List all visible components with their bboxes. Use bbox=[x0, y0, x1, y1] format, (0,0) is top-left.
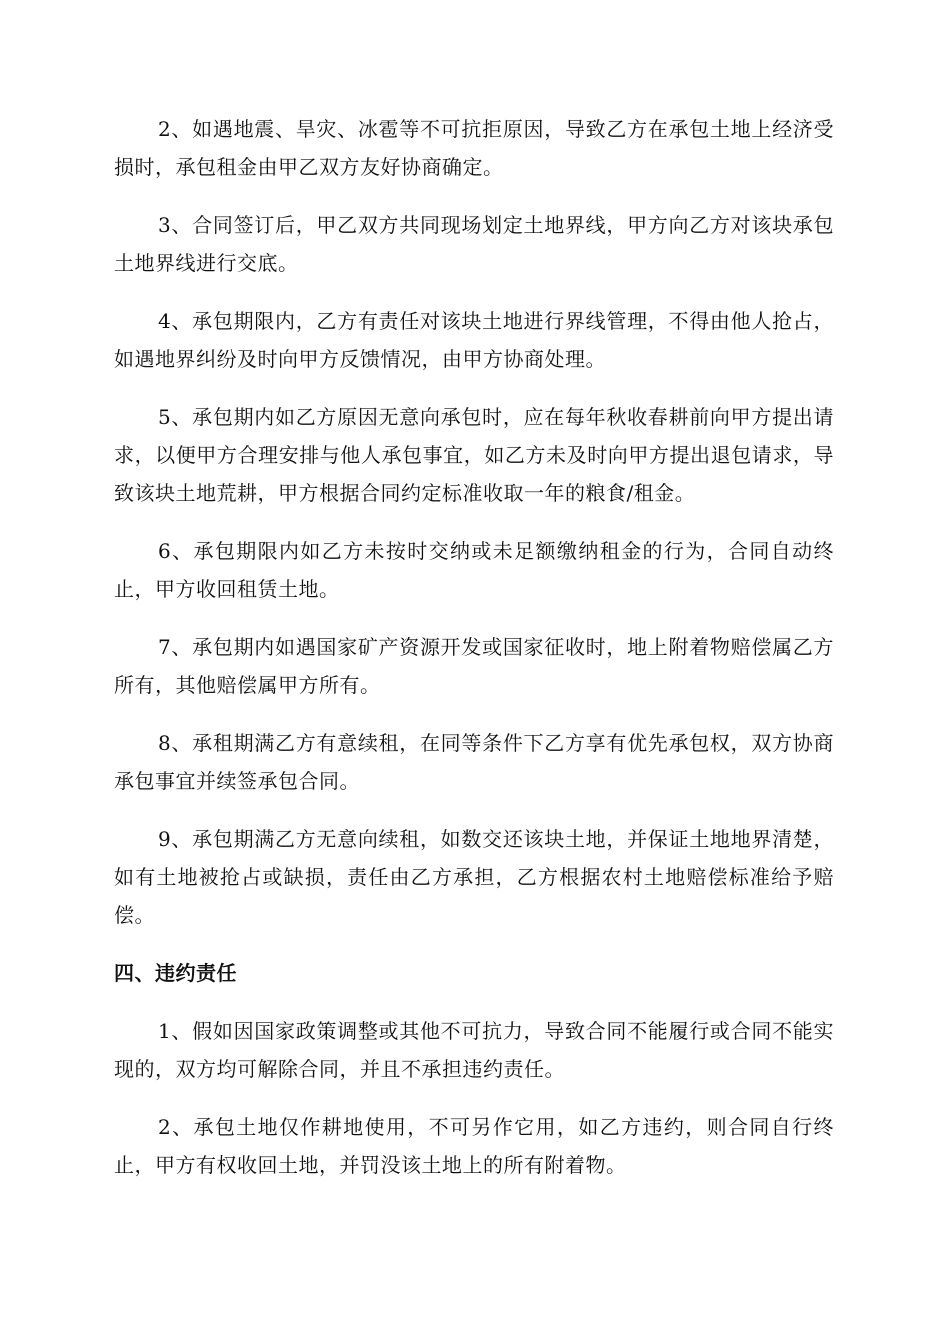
clause-4-1: 1、假如因国家政策调整或其他不可抗力，导致合同不能履行或合同不能实现的，双方均可解除合同，并且不承担违约责任。 bbox=[114, 1019, 834, 1081]
clause-3-5: 5、承包期内如乙方原因无意向承包时，应在每年秋收春耕前向甲方提出请求，以便甲方合理安排与他人承包事宜，如乙方未及时向甲方提出退包请求，导致该块土地荒耕，甲方根据合同约定标准收取一年的粮食/租金。 bbox=[114, 405, 834, 505]
clause-4-2: 2、承包土地仅作耕地使用，不可另作它用，如乙方违约，则合同自行终止，甲方有权收回土地，并罚没该土地上的所有附着物。 bbox=[114, 1115, 834, 1177]
clause-3-2: 2、如遇地震、旱灾、冰雹等不可抗拒原因，导致乙方在承包土地上经济受损时，承包租金由甲乙双方友好协商确定。 bbox=[114, 117, 834, 179]
clause-3-3: 3、合同签订后，甲乙双方共同现场划定土地界线，甲方向乙方对该块承包土地界线进行交底。 bbox=[114, 213, 834, 275]
clause-3-7: 7、承包期内如遇国家矿产资源开发或国家征收时，地上附着物赔偿属乙方所有，其他赔偿属甲方所有。 bbox=[114, 635, 834, 697]
document-body bbox=[114, 110, 834, 1204]
clause-3-8: 8、承租期满乙方有意续租，在同等条件下乙方享有优先承包权，双方协商承包事宜并续签承包合同。 bbox=[114, 731, 834, 793]
clause-3-9: 9、承包期满乙方无意向续租，如数交还该块土地，并保证土地地界清楚，如有土地被抢占或缺损，责任由乙方承担，乙方根据农村土地赔偿标准给予赔偿。 bbox=[114, 827, 834, 927]
clause-3-4: 4、承包期限内，乙方有责任对该块土地进行界线管理，不得由他人抢占，如遇地界纠纷及时向甲方反馈情况，由甲方协商处理。 bbox=[114, 309, 834, 371]
section-heading-breach-liability: 四、违约责任 bbox=[114, 961, 237, 985]
clause-3-6: 6、承包期限内如乙方未按时交纳或未足额缴纳租金的行为，合同自动终止，甲方收回租赁土地。 bbox=[114, 539, 834, 601]
